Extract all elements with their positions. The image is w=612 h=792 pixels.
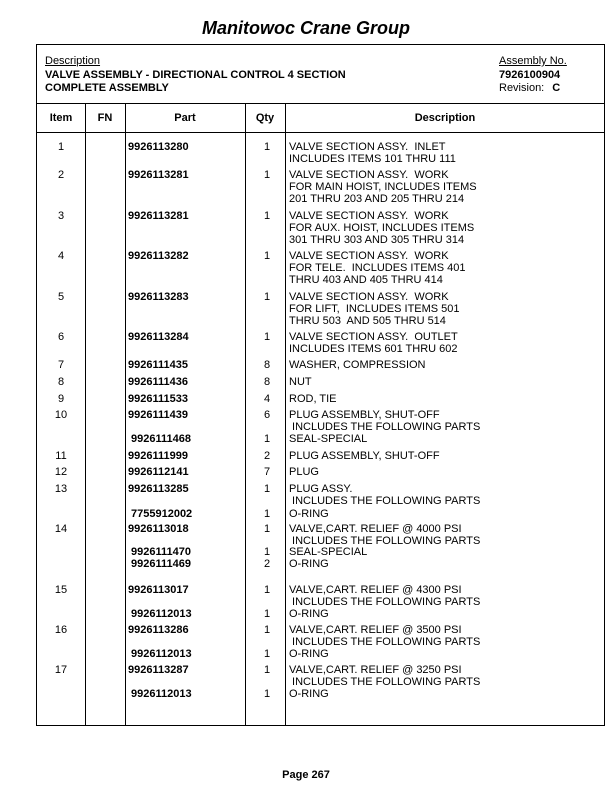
quantity: 6 (263, 409, 271, 421)
description-line-2: COMPLETE ASSEMBLY (45, 82, 169, 94)
assembly-header (37, 45, 604, 104)
assembly-label: Assembly No. (499, 55, 567, 67)
item-number: 2 (57, 169, 65, 181)
part-number: 9926112013 (131, 608, 192, 620)
description-label: Description (45, 55, 101, 67)
quantity: 1 (263, 250, 271, 262)
quantity: 1 (263, 624, 271, 636)
quantity: 1 (263, 664, 271, 676)
quantity: 1 (263, 331, 271, 343)
item-number: 8 (57, 376, 65, 388)
part-number: 9926113281 (128, 169, 189, 181)
description-line-1: VALVE ASSEMBLY - DIRECTIONAL CONTROL 4 SECTION (45, 69, 346, 81)
part-number: 9926113282 (128, 250, 189, 262)
quantity: 1 2 (263, 546, 271, 570)
part-description: VALVE,CART. RELIEF @ 3250 PSI INCLUDES THE FOLLOWING PARTS (289, 664, 481, 688)
part-number: 9926113286 (128, 624, 189, 636)
part-number: 9926113280 (128, 141, 189, 153)
item-number: 4 (57, 250, 65, 262)
quantity: 1 (263, 584, 271, 596)
item-number: 3 (57, 210, 65, 222)
part-number: 9926111470 9926111469 (131, 546, 191, 570)
part-description: VALVE SECTION ASSY. WORK FOR AUX. HOIST, INCLUDES ITEMS 301 THRU 303 AND 305 THRU 314 (289, 210, 475, 246)
parts-list-frame (36, 44, 605, 726)
divider (125, 104, 126, 725)
page-number: Page 267 (282, 769, 330, 781)
revision-value: C (552, 82, 561, 94)
part-description: PLUG (289, 466, 319, 478)
quantity: 2 (263, 450, 271, 462)
part-description: WASHER, COMPRESSION (289, 359, 426, 371)
assembly-number: 7926100904 (499, 69, 561, 81)
part-description: ROD, TIE (289, 393, 337, 405)
part-number: 9926113285 (128, 483, 189, 495)
item-number: 6 (57, 331, 65, 343)
part-number: 9926112013 (131, 648, 192, 660)
item-number: 11 (55, 450, 67, 462)
part-number: 9926111435 (128, 359, 188, 371)
part-number: 9926113281 (128, 210, 189, 222)
part-number: 9926111468 (131, 433, 191, 445)
quantity: 8 (263, 359, 271, 371)
revision-label: Revision: (499, 82, 545, 94)
quantity: 4 (263, 393, 271, 405)
part-description: PLUG ASSY. INCLUDES THE FOLLOWING PARTS (289, 483, 481, 507)
part-number: 9926111999 (128, 450, 188, 462)
quantity: 1 (263, 508, 271, 520)
part-description: VALVE SECTION ASSY. OUTLET INCLUDES ITEMS 601 THRU 602 (289, 331, 458, 355)
part-number: 9926112141 (128, 466, 189, 478)
part-number: 9926113017 (128, 584, 189, 596)
part-description: VALVE,CART. RELIEF @ 4300 PSI INCLUDES THE FOLLOWING PARTS (289, 584, 481, 608)
part-description: VALVE,CART. RELIEF @ 4000 PSI INCLUDES THE FOLLOWING PARTS (289, 523, 481, 547)
item-number: 15 (54, 584, 68, 596)
quantity: 1 (263, 169, 271, 181)
part-number: 9926111436 (128, 376, 188, 388)
part-description: VALVE SECTION ASSY. INLET INCLUDES ITEMS 101 THRU 111 (289, 141, 456, 165)
item-number: 14 (54, 523, 68, 535)
part-number: 9926111439 (128, 409, 188, 421)
part-description: NUT (289, 376, 312, 388)
quantity: 1 (263, 291, 271, 303)
quantity: 1 (263, 608, 271, 620)
divider (85, 104, 86, 725)
col-part: Part (174, 112, 196, 124)
quantity: 1 (263, 141, 271, 153)
revision (499, 82, 560, 94)
part-number: 7755912002 (131, 508, 193, 520)
part-number: 9926111533 (128, 393, 188, 405)
part-description: VALVE,CART. RELIEF @ 3500 PSI INCLUDES THE FOLLOWING PARTS (289, 624, 481, 648)
part-description: SEAL-SPECIAL O-RING (289, 546, 368, 570)
company-title: Manitowoc Crane Group (201, 18, 410, 38)
part-number: 9926112013 (131, 688, 192, 700)
part-description: O-RING (289, 648, 329, 660)
part-description: VALVE SECTION ASSY. WORK FOR MAIN HOIST, INCLUDES ITEMS 201 THRU 203 AND 205 THRU 214 (289, 169, 477, 205)
col-description: Description (414, 112, 476, 124)
part-number: 9926113018 (128, 523, 189, 535)
item-number: 7 (57, 359, 65, 371)
part-description: O-RING (289, 608, 329, 620)
part-description: PLUG ASSEMBLY, SHUT-OFF INCLUDES THE FOLLOWING PARTS (289, 409, 481, 433)
quantity: 7 (263, 466, 271, 478)
item-number: 9 (57, 393, 65, 405)
item-number: 5 (57, 291, 65, 303)
item-number: 16 (54, 624, 68, 636)
column-headers (37, 104, 604, 133)
part-number: 9926113284 (128, 331, 189, 343)
part-description: O-RING (289, 508, 329, 520)
part-number: 9926113287 (128, 664, 189, 676)
quantity: 1 (263, 688, 271, 700)
quantity: 1 (263, 433, 271, 445)
quantity: 1 (263, 483, 271, 495)
quantity: 8 (263, 376, 271, 388)
item-number: 17 (54, 664, 68, 676)
col-item: Item (49, 112, 73, 124)
quantity: 1 (263, 210, 271, 222)
part-description: O-RING (289, 688, 329, 700)
quantity: 1 (263, 523, 271, 535)
item-number: 13 (54, 483, 68, 495)
part-description: SEAL-SPECIAL (289, 433, 368, 445)
item-number: 12 (54, 466, 68, 478)
part-description: PLUG ASSEMBLY, SHUT-OFF (289, 450, 440, 462)
item-number: 1 (57, 141, 65, 153)
divider (245, 104, 246, 725)
col-fn: FN (97, 112, 113, 124)
quantity: 1 (263, 648, 271, 660)
item-number: 10 (54, 409, 68, 421)
part-description: VALVE SECTION ASSY. WORK FOR TELE. INCLUDES ITEMS 401 THRU 403 AND 405 THRU 414 (289, 250, 466, 286)
col-qty: Qty (255, 112, 275, 124)
part-description: VALVE SECTION ASSY. WORK FOR LIFT, INCLUDES ITEMS 501 THRU 503 AND 505 THRU 514 (289, 291, 460, 327)
part-number: 9926113283 (128, 291, 189, 303)
